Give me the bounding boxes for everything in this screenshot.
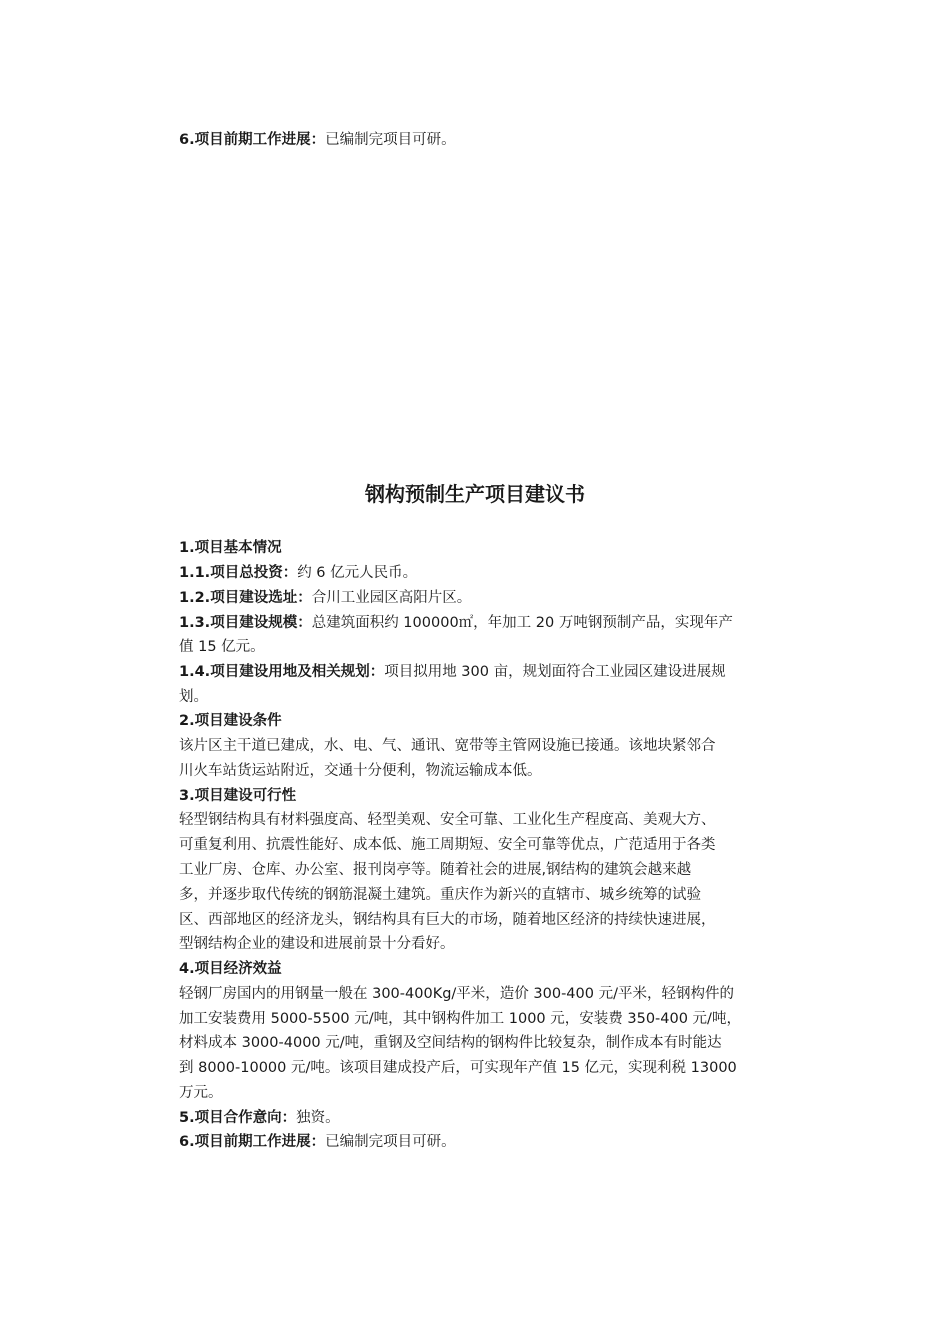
document-title: 钢构预制生产项目建议书	[365, 482, 585, 506]
section-4-paragraph-line: 到 8000-10000 元/吨。该项目建成投产后，可实现年产值 15 亿元，实现利税 13000	[179, 1060, 737, 1076]
section-6-line	[179, 1130, 456, 1154]
previous-page-progress-line	[179, 128, 456, 152]
item-1-2	[179, 586, 471, 610]
item-1-3-label: 1.3.项目建设规模：	[179, 615, 312, 631]
section-2-heading: 2.项目建设条件	[179, 713, 282, 729]
section-5-line	[179, 1106, 340, 1130]
section-3-paragraph-line: 工业厂房、仓库、办公室、报刊岗亭等。随着社会的进展,钢结构的建筑会越来越	[179, 862, 692, 878]
section-3-paragraph-line: 可重复利用、抗震性能好、成本低、施工周期短、安全可靠等优点，广范适用于各类	[179, 837, 716, 853]
item-1-4-label: 1.4.项目建设用地及相关规划：	[179, 664, 385, 680]
section-2-paragraph-line: 川火车站货运站附近，交通十分便利，物流运输成本低。	[179, 763, 542, 779]
item-1-4-text: 项目拟用地 300 亩，规划面符合工业园区建设进展规	[384, 664, 726, 680]
section-4-heading: 4.项目经济效益	[179, 961, 282, 977]
item-1-4-continued: 划。	[179, 689, 208, 705]
item-1-2-text: 合川工业园区高阳片区。	[311, 590, 472, 606]
section-5-label: 5.项目合作意向：	[179, 1110, 297, 1126]
section-3-paragraph-line: 多，并逐步取代传统的钢筋混凝土建筑。重庆作为新兴的直辖市、城乡统筹的试验	[179, 887, 701, 903]
item-1-3	[179, 611, 733, 635]
section-2-paragraph-line: 该片区主干道已建成，水、电、气、通讯、宽带等主管网设施已接通。该地块紧邻合	[179, 738, 716, 754]
section-4-paragraph-line: 轻钢厂房国内的用钢量一般在 300-400Kg/平米，造价 300-400 元/平米，轻钢构件的	[179, 986, 734, 1002]
section-3-paragraph-line: 区、西部地区的经济龙头，钢结构具有巨大的市场，随着地区经济的持续快速进展，	[179, 912, 716, 928]
section-4-paragraph-line: 材料成本 3000-4000 元/吨，重钢及空间结构的钢构件比较复杂，制作成本有时能达	[179, 1035, 722, 1051]
section-3-paragraph-line: 型钢结构企业的建设和进展前景十分看好。	[179, 936, 455, 952]
item-1-1	[179, 561, 417, 585]
section-1-heading: 1.项目基本情况	[179, 540, 282, 556]
section-6-text: 已编制完项目可研。	[325, 1134, 456, 1150]
progress-label: 6.项目前期工作进展：	[179, 132, 326, 148]
item-1-4	[179, 660, 726, 684]
section-6-label: 6.项目前期工作进展：	[179, 1134, 326, 1150]
item-1-1-text: 约 6 亿元人民币。	[297, 565, 418, 581]
item-1-2-label: 1.2.项目建设选址：	[179, 590, 312, 606]
item-1-3-continued: 值 15 亿元。	[179, 639, 265, 655]
section-3-paragraph-line: 轻型钢结构具有材料强度高、轻型美观、安全可靠、工业化生产程度高、美观大方、	[179, 812, 716, 828]
section-4-paragraph-line: 加工安装费用 5000-5500 元/吨，其中钢构件加工 1000 元，安装费 350-400 元/吨，	[179, 1011, 741, 1027]
progress-text: 已编制完项目可研。	[325, 132, 456, 148]
section-3-heading: 3.项目建设可行性	[179, 788, 297, 804]
item-1-3-text: 总建筑面积约 100000㎡，年加工 20 万吨钢预制产品，实现年产	[311, 615, 733, 631]
item-1-1-label: 1.1.项目总投资：	[179, 565, 298, 581]
section-4-paragraph-line: 万元。	[179, 1085, 223, 1101]
section-5-text: 独资。	[296, 1110, 340, 1126]
